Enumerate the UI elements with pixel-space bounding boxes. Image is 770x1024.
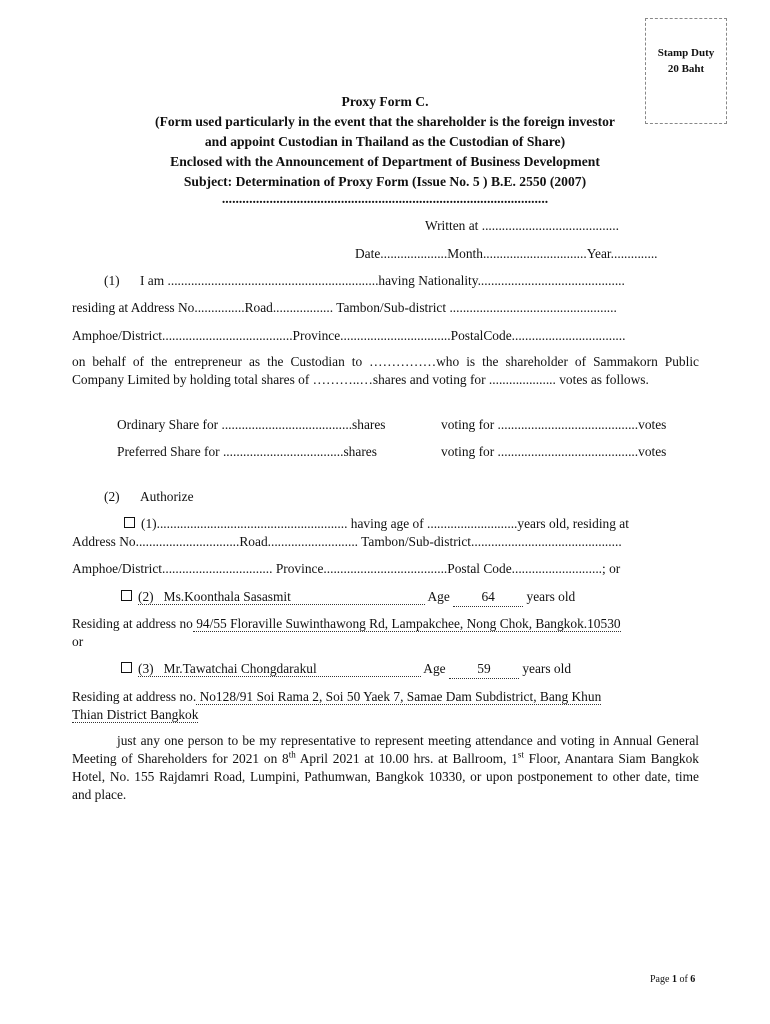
page-footer xyxy=(650,974,695,985)
closing-sup-1: th xyxy=(288,749,296,760)
form-title: Proxy Form C. xyxy=(341,94,429,109)
district-province-field[interactable]: Amphoe/District.......................................Province.................................PostalCode.................................. xyxy=(72,328,626,343)
preferred-vote-field[interactable]: voting for ..........................................votes xyxy=(441,444,667,459)
address-field[interactable]: residing at Address No...............Road.................. Tambon/Sub-district .................................................. xyxy=(72,300,617,315)
proxy-3-years-label: years old xyxy=(522,661,572,676)
closing-text-1: just any one person to be my representative to represent meeting attendance and voting in Annual General Meeting of Shareholders for 2021 on 8 xyxy=(72,733,699,766)
proxy-2-years-label: years old xyxy=(526,589,576,604)
form-subtitle-1: (Form used particularly in the event that the shareholder is the foreign investor xyxy=(155,114,615,129)
proxy-2-name: Ms.Koonthala Sasasmit xyxy=(163,589,291,604)
proxy-1-checkbox[interactable] xyxy=(124,517,135,528)
proxy-3-residence-label: Residing at address no. xyxy=(72,689,197,704)
form-heading-dots: ................................................................................................ xyxy=(221,191,549,206)
form-subtitle-2: and appoint Custodian in Thailand as the Custodian of Share) xyxy=(204,134,566,149)
preferred-share-field[interactable]: Preferred Share for ....................................shares xyxy=(117,444,377,459)
proxy-2-age-label: Age xyxy=(427,589,450,604)
form-subject: Subject: Determination of Proxy Form (Issue No. 5 ) B.E. 2550 (2007) xyxy=(183,174,587,189)
proxy-1-address-field[interactable]: Address No...............................Road........................... Tambon/Sub-district............................................. xyxy=(72,534,622,549)
proxy-3-checkbox[interactable] xyxy=(121,662,132,673)
page-number: 1 xyxy=(671,974,677,985)
proxy-or: or xyxy=(72,634,84,649)
proxy-1-district-field[interactable]: Amphoe/District................................. Province.....................................Postal Code...........................; or xyxy=(72,561,621,576)
proxy-option-2 xyxy=(121,588,575,607)
written-at-field[interactable]: Written at ......................................... xyxy=(425,218,619,233)
proxy-2-checkbox[interactable] xyxy=(121,590,132,601)
proxy-option-3 xyxy=(121,660,571,679)
proxy-3-residence-cont xyxy=(72,706,198,724)
proxy-2-residence-label: Residing at address no xyxy=(72,616,193,631)
closing-paragraph xyxy=(72,732,699,804)
ordinary-share-field[interactable]: Ordinary Share for .......................................shares xyxy=(117,417,386,432)
section-1-number: (1) xyxy=(104,273,120,288)
proxy-1-name-age-field[interactable]: (1)......................................................... having age of ...........................years old, residing at xyxy=(141,516,629,531)
authorize-heading: Authorize xyxy=(140,489,194,504)
proxy-option-1 xyxy=(124,515,629,533)
proxy-3-number: (3) xyxy=(138,661,154,676)
proxy-2-entry xyxy=(138,589,425,605)
proxy-3-age-label: Age xyxy=(423,661,446,676)
closing-sup-2: st xyxy=(517,749,524,760)
proxy-3-name: Mr.Tawatchai Chongdarakul xyxy=(163,661,317,676)
form-subtitle-3: Enclosed with the Announcement of Department of Business Development xyxy=(170,154,600,169)
proxy-2-number: (2) xyxy=(138,589,154,604)
form-heading xyxy=(72,92,698,206)
proxy-3-residence-value: No128/91 Soi Rama 2, Soi 50 Yaek 7, Samae Dam Subdistrict, Bang Khun xyxy=(196,689,602,704)
proxy-2-residence-value: 94/55 Floraville Suwinthawong Rd, Lampakchee, Nong Chok, Bangkok.10530 xyxy=(192,616,621,631)
section-2-number: (2) xyxy=(104,489,120,504)
page-of-label: of xyxy=(679,974,688,985)
closing-text-2: April 2021 at 10.00 hrs. at Ballroom, 1 xyxy=(295,751,518,766)
page-label: Page xyxy=(650,974,670,985)
proxy-2-age: 64 xyxy=(453,588,523,607)
proxy-3-age: 59 xyxy=(449,660,519,679)
proxy-3-residence-value-2: Thian District Bangkok xyxy=(72,707,199,722)
page-total: 6 xyxy=(690,974,696,985)
stamp-duty-label: Stamp Duty xyxy=(657,47,715,59)
proxy-3-residence xyxy=(72,688,601,706)
name-nationality-field[interactable]: I am ...............................................................having Nationality............................................ xyxy=(140,273,625,288)
stamp-duty-amount: 20 Baht xyxy=(667,63,705,75)
proxy-3-entry xyxy=(138,661,421,677)
custodian-paragraph: on behalf of the entrepreneur as the Custodian to ……………who is the shareholder of Sammakorn Public Company Limited by holding total shares of ………..…shares and voting for .................... votes as follows. xyxy=(72,354,699,387)
date-field[interactable]: Date....................Month...............................Year.............. xyxy=(355,246,658,261)
ordinary-vote-field[interactable]: voting for ..........................................votes xyxy=(441,417,667,432)
closing-text-3: Floor, Anantara Siam Bangkok Hotel, No. 155 Rajdamri Road, Lumpini, Pathumwan, Bangkok 10330, or upon postponement to other date, time and place. xyxy=(72,751,699,802)
proxy-2-residence xyxy=(72,615,621,633)
